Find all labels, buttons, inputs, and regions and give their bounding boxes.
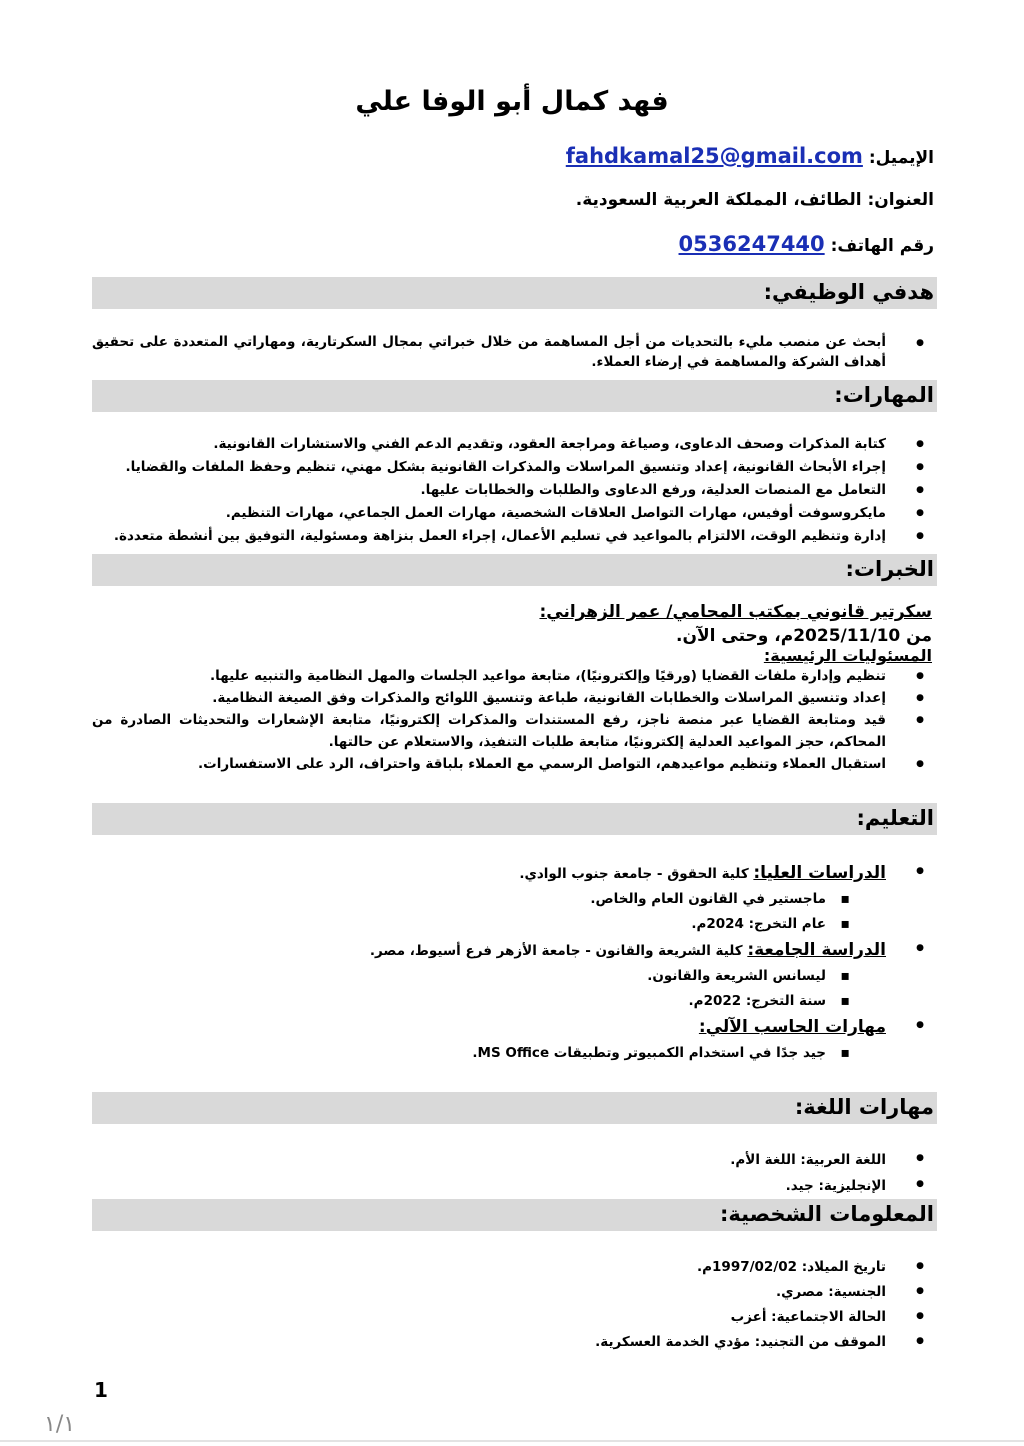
address-line: العنوان: الطائف، المملكة العربية السعودية. xyxy=(575,190,934,210)
languages-header xyxy=(92,1092,937,1124)
list-item: ● تنظيم وإدارة ملفات القضايا (ورقيًا وإلكترونيًا)، متابعة مواعيد الجلسات والمهل النظامية والتنبيه عليها. xyxy=(92,665,932,687)
list-item: ● استقبال العملاء وتنظيم مواعيدهم، التواصل الرسمي مع العملاء بلباقة واحتراف، الرد على الاستفسارات. xyxy=(92,753,932,775)
email-label: الإيميل: xyxy=(868,148,934,168)
experience-section xyxy=(92,602,932,775)
education-section xyxy=(92,860,932,1066)
personal-header xyxy=(92,1199,937,1231)
list-item: ▪ سنة التخرج: 2022م. xyxy=(92,989,886,1014)
objective-title: هدفي الوظيفي: xyxy=(763,280,934,304)
email-link[interactable]: fahdkamal25@gmail.com xyxy=(565,144,863,168)
higher-education-label: الدراسات العليا: xyxy=(753,863,886,883)
university-education-item xyxy=(92,937,932,1014)
list-item: ● إعداد وتنسيق المراسلات والخطابات القانونية، طباعة وتنسيق اللوائح والمذكرات وفق الصيغة النظامية. xyxy=(92,687,932,709)
languages-list xyxy=(92,1147,932,1199)
list-item: ▪ عام التخرج: 2024م. xyxy=(92,912,886,937)
page-divider xyxy=(0,1440,1024,1442)
university-text: كلية الشريعة والقانون - جامعة الأزهر فرع أسيوط، مصر. xyxy=(369,943,743,959)
list-item: ● مايكروسوفت أوفيس، مهارات التواصل العلاقات الشخصية، مهارات العمل الجماعي، مهارات التنظيم. xyxy=(92,502,932,525)
higher-education-item xyxy=(92,860,932,937)
higher-education-text: كلية الحقوق - جامعة جنوب الوادي. xyxy=(519,866,749,882)
list-item: ● تاريخ الميلاد: 1997/02/02م. xyxy=(92,1255,932,1280)
job-title: سكرتير قانوني بمكتب المحامي/ عمر الزهراني: xyxy=(539,602,932,622)
list-item: ● الإنجليزية: جيد. xyxy=(92,1173,932,1199)
phone-link[interactable]: 0536247440 xyxy=(678,232,825,256)
skills-header xyxy=(92,380,937,412)
list-item: ▪ ليسانس الشريعة والقانون. xyxy=(92,964,886,989)
responsibilities-title: المسئوليات الرئيسية: xyxy=(763,646,932,665)
viewer-page-indicator: ١/١ xyxy=(44,1412,76,1437)
list-item: ● التعامل مع المنصات العدلية، ورفع الدعاوى والطلبات والخطابات عليها. xyxy=(92,479,932,502)
computer-skills-item xyxy=(92,1014,932,1066)
languages-title: مهارات اللغة: xyxy=(794,1095,934,1119)
email-line xyxy=(566,144,934,168)
experience-title: الخبرات: xyxy=(845,557,934,581)
computer-skills-label: مهارات الحاسب الآلي: xyxy=(698,1017,886,1037)
education-header xyxy=(92,803,937,835)
objective-header xyxy=(92,277,937,309)
person-name: فهد كمال أبو الوفا علي xyxy=(355,86,669,117)
skills-title: المهارات: xyxy=(834,383,934,407)
list-item: ● قيد ومتابعة القضايا عبر منصة ناجز، رفع المستندات والمذكرات إلكترونيًا، متابعة الإشعارات والتحديثات الصادرة من المحاكم، حجز المواعيد العدلية إلكترونيًا، متابعة طلبات التنفيذ، والاستعلام عن حالتها. xyxy=(92,709,932,753)
phone-label: رقم الهاتف: xyxy=(830,236,934,256)
list-item: ● اللغة العربية: اللغة الأم. xyxy=(92,1147,932,1173)
list-item: ● كتابة المذكرات وصحف الدعاوى، وصياغة ومراجعة العقود، وتقديم الدعم الفني والاستشارات القانونية. xyxy=(92,433,932,456)
list-item: ● الحالة الاجتماعية: أعزب xyxy=(92,1305,932,1330)
university-label: الدراسة الجامعة: xyxy=(747,940,886,960)
list-item: ▪ ماجستير في القانون العام والخاص. xyxy=(92,887,886,912)
list-item: ● الجنسية: مصري. xyxy=(92,1280,932,1305)
personal-list xyxy=(92,1255,932,1355)
list-item: ▪ جيد جدًا في استخدام الكمبيوتر وتطبيقات MS Office. xyxy=(92,1041,886,1066)
experience-header xyxy=(92,554,937,586)
page-number: 1 xyxy=(94,1378,108,1402)
list-item: ● الموقف من التجنيد: مؤدي الخدمة العسكرية. xyxy=(92,1330,932,1355)
job-period: من 2025/11/10م، وحتى الآن. xyxy=(676,626,932,646)
objective-text: ● أبحث عن منصب مليء بالتحديات من أجل المساهمة من خلال خبراتي بمجال السكرتارية، ومهاراتي المتعددة على تحقيق أهداف الشركة والمساهمة في إرضاء العملاء. xyxy=(92,332,932,372)
list-item: ● إجراء الأبحاث القانونية، إعداد وتنسيق المراسلات والمذكرات القانونية بشكل مهني، تنظيم وحفظ الملفات والقضايا. xyxy=(92,456,932,479)
objective-section xyxy=(92,332,932,372)
phone-line xyxy=(679,232,934,256)
skills-list xyxy=(92,433,932,548)
list-item: ● إدارة وتنظيم الوقت، الالتزام بالمواعيد في تسليم الأعمال، إجراء العمل بنزاهة ومسئولية، التوفيق بين أنشطة متعددة. xyxy=(92,525,932,548)
personal-title: المعلومات الشخصية: xyxy=(719,1202,934,1226)
education-title: التعليم: xyxy=(856,806,934,830)
